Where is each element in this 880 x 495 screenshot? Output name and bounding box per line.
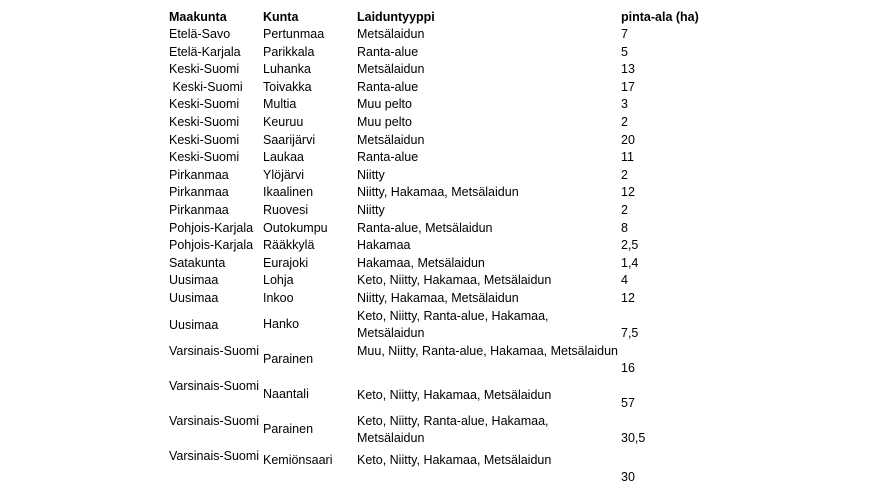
cell-area: 7,5 bbox=[621, 325, 639, 340]
cell-municipality: Lohja bbox=[263, 273, 294, 288]
cell-pasture-type: Hakamaa, Metsälaidun bbox=[357, 255, 485, 270]
table-row bbox=[166, 202, 718, 220]
cell-pasture-type: Hakamaa bbox=[357, 238, 411, 253]
cell-area: 16 bbox=[621, 360, 635, 375]
cell-pasture-type: Keto, Niitty, Ranta-alue, Hakamaa, Metsälaidun bbox=[357, 308, 549, 340]
header-area: pinta-ala (ha) bbox=[621, 10, 699, 24]
table-row bbox=[166, 167, 718, 185]
cell-municipality: Parikkala bbox=[263, 44, 315, 59]
cell-area: 11 bbox=[621, 150, 634, 165]
cell-municipality: Kemiönsaari bbox=[263, 452, 333, 467]
cell-area: 2 bbox=[621, 167, 628, 182]
cell-region: Uusimaa bbox=[169, 290, 219, 305]
cell-region: Keski-Suomi bbox=[169, 150, 240, 165]
cell-pasture-type: Muu pelto bbox=[357, 97, 412, 112]
cell-area: 2 bbox=[621, 114, 628, 129]
cell-region: Varsinais-Suomi bbox=[169, 413, 260, 428]
table-row bbox=[166, 290, 718, 308]
table-row bbox=[166, 96, 718, 114]
cell-area: 13 bbox=[621, 62, 635, 77]
cell-pasture-type: Metsälaidun bbox=[357, 27, 425, 41]
cell-municipality: Ylöjärvi bbox=[263, 167, 304, 182]
cell-region: Varsinais-Suomi bbox=[169, 343, 260, 358]
table-row bbox=[166, 413, 718, 448]
cell-region: Keski-Suomi bbox=[169, 79, 243, 94]
cell-region: Keski-Suomi bbox=[169, 132, 240, 147]
cell-municipality: Saarijärvi bbox=[263, 132, 316, 147]
cell-municipality: Luhanka bbox=[263, 62, 311, 77]
table-row bbox=[166, 378, 718, 413]
cell-area: 30,5 bbox=[621, 430, 646, 445]
cell-area: 8 bbox=[621, 220, 628, 235]
table-row bbox=[166, 343, 718, 378]
table-row bbox=[166, 26, 718, 44]
cell-region: Etelä-Savo bbox=[169, 27, 231, 41]
cell-area: 30 bbox=[621, 469, 635, 484]
header-municipality: Kunta bbox=[263, 10, 299, 24]
cell-municipality: Ruovesi bbox=[263, 202, 309, 217]
cell-pasture-type: Niitty bbox=[357, 167, 385, 182]
cell-region: Keski-Suomi bbox=[169, 97, 240, 112]
cell-region: Varsinais-Suomi bbox=[169, 378, 260, 393]
cell-pasture-type: Keto, Niitty, Hakamaa, Metsälaidun bbox=[357, 273, 552, 288]
cell-region: Pirkanmaa bbox=[169, 167, 229, 182]
cell-pasture-type: Niitty bbox=[357, 202, 385, 217]
cell-pasture-type: Niitty, Hakamaa, Metsälaidun bbox=[357, 290, 519, 305]
cell-area: 2,5 bbox=[621, 238, 639, 253]
cell-area: 12 bbox=[621, 290, 635, 305]
cell-pasture-type: Metsälaidun bbox=[357, 62, 425, 77]
cell-area: 17 bbox=[621, 79, 635, 94]
table-row bbox=[166, 149, 718, 167]
table-row bbox=[166, 448, 718, 487]
table-row bbox=[166, 184, 718, 202]
cell-area: 20 bbox=[621, 132, 635, 147]
cell-area: 5 bbox=[621, 44, 628, 59]
cell-region: Pohjois-Karjala bbox=[169, 238, 254, 253]
cell-municipality: Toivakka bbox=[263, 79, 312, 94]
cell-area: 12 bbox=[621, 185, 635, 200]
pasture-table bbox=[166, 8, 718, 487]
cell-pasture-type: Ranta-alue bbox=[357, 44, 419, 59]
table-row bbox=[166, 237, 718, 255]
cell-municipality: Ikaalinen bbox=[263, 185, 314, 200]
header-pasture-type: Laiduntyyppi bbox=[357, 10, 435, 24]
cell-municipality: Parainen bbox=[263, 352, 314, 367]
cell-area: 4 bbox=[621, 273, 628, 288]
cell-pasture-type: Muu, Niitty, Ranta-alue, Hakamaa, Metsälaidun bbox=[357, 343, 618, 358]
table-row bbox=[166, 79, 718, 97]
table-row bbox=[166, 308, 718, 343]
cell-region: Etelä-Karjala bbox=[169, 44, 241, 59]
header-region: Maakunta bbox=[169, 10, 227, 24]
cell-region: Keski-Suomi bbox=[169, 114, 240, 129]
cell-municipality: Pertunmaa bbox=[263, 27, 325, 41]
cell-region: Uusimaa bbox=[169, 317, 219, 332]
cell-municipality: Hanko bbox=[263, 317, 300, 332]
table-row bbox=[166, 61, 718, 79]
cell-municipality: Parainen bbox=[263, 422, 314, 437]
cell-pasture-type: Muu pelto bbox=[357, 114, 412, 129]
table-row bbox=[166, 44, 718, 62]
cell-municipality: Inkoo bbox=[263, 290, 294, 305]
table-row bbox=[166, 114, 718, 132]
cell-pasture-type: Keto, Niitty, Hakamaa, Metsälaidun bbox=[357, 387, 552, 402]
cell-region: Pohjois-Karjala bbox=[169, 220, 254, 235]
cell-pasture-type: Keto, Niitty, Ranta-alue, Hakamaa, Metsälaidun bbox=[357, 413, 549, 445]
cell-area: 3 bbox=[621, 97, 628, 112]
cell-pasture-type: Ranta-alue, Metsälaidun bbox=[357, 220, 493, 235]
table-row bbox=[166, 132, 718, 150]
table-row bbox=[166, 220, 718, 238]
cell-pasture-type: Ranta-alue bbox=[357, 150, 419, 165]
cell-municipality: Keuruu bbox=[263, 114, 304, 129]
cell-region: Satakunta bbox=[169, 255, 226, 270]
cell-pasture-type: Ranta-alue bbox=[357, 79, 419, 94]
cell-region: Pirkanmaa bbox=[169, 202, 229, 217]
cell-municipality: Multia bbox=[263, 97, 297, 112]
cell-municipality: Rääkkylä bbox=[263, 238, 315, 253]
table-row bbox=[166, 272, 718, 290]
cell-municipality: Eurajoki bbox=[263, 255, 309, 270]
cell-area: 7 bbox=[621, 27, 628, 41]
cell-municipality: Laukaa bbox=[263, 150, 305, 165]
cell-region: Varsinais-Suomi bbox=[169, 448, 260, 463]
cell-region: Pirkanmaa bbox=[169, 185, 229, 200]
cell-region: Keski-Suomi bbox=[169, 62, 240, 77]
cell-region: Uusimaa bbox=[169, 273, 219, 288]
cell-pasture-type: Metsälaidun bbox=[357, 132, 425, 147]
cell-area: 57 bbox=[621, 395, 635, 410]
cell-area: 2 bbox=[621, 202, 628, 217]
cell-pasture-type: Niitty, Hakamaa, Metsälaidun bbox=[357, 185, 519, 200]
table-header-row bbox=[166, 8, 718, 26]
table-row bbox=[166, 255, 718, 273]
cell-municipality: Naantali bbox=[263, 387, 309, 402]
cell-pasture-type: Keto, Niitty, Hakamaa, Metsälaidun bbox=[357, 452, 552, 467]
cell-municipality: Outokumpu bbox=[263, 220, 328, 235]
cell-area: 1,4 bbox=[621, 255, 639, 270]
